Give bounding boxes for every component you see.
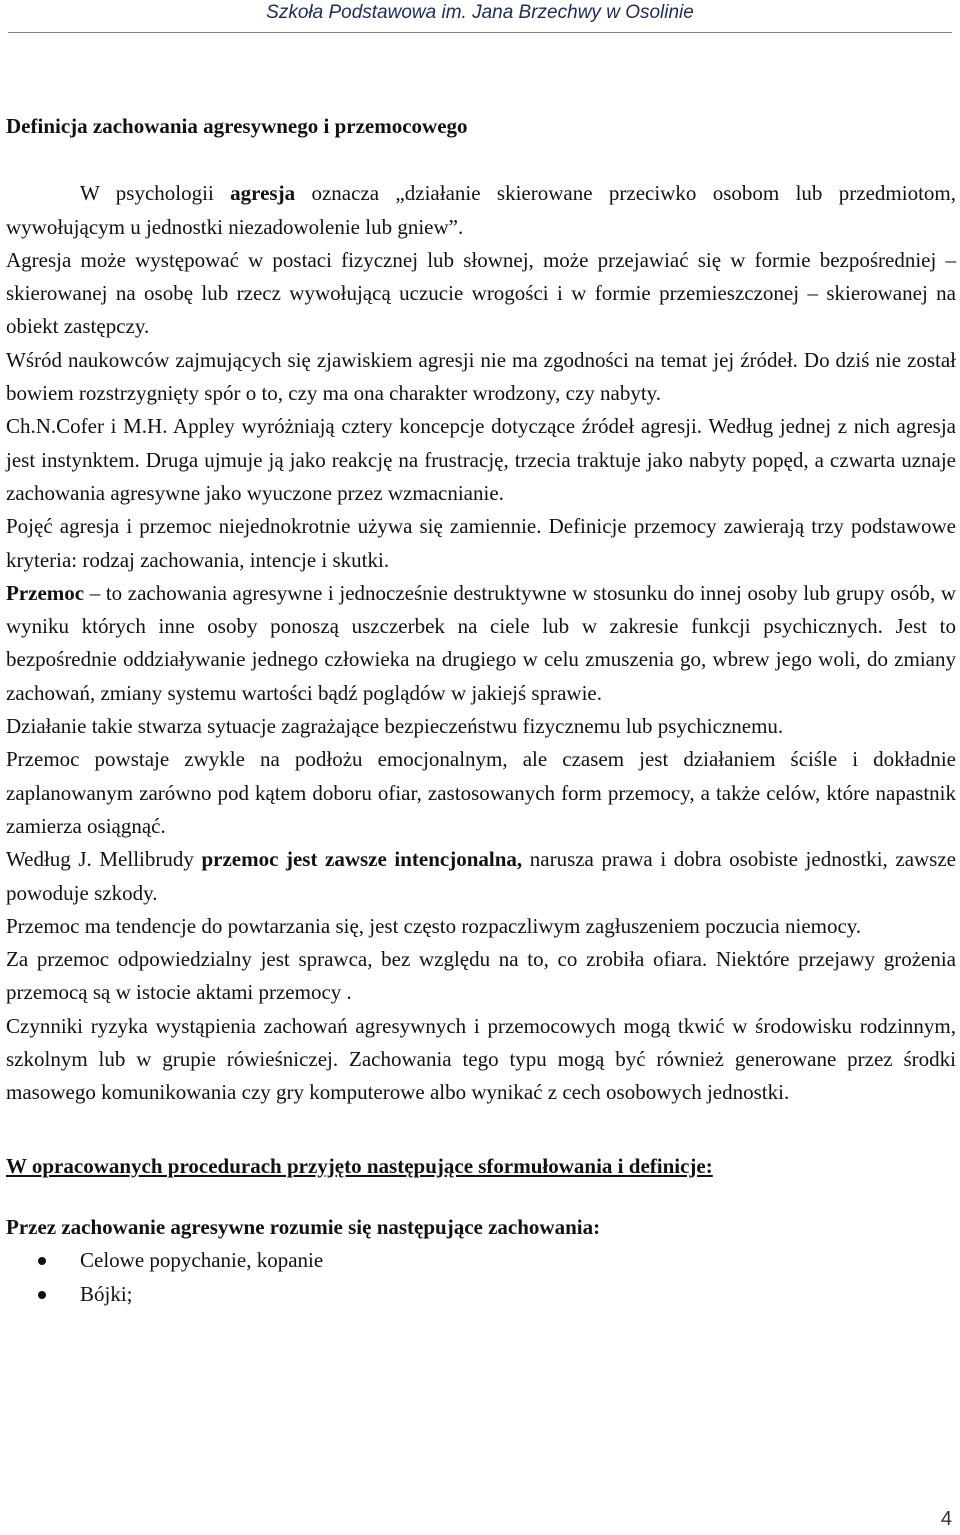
bullet-list [6, 1244, 956, 1311]
bold-term: agresja [230, 181, 296, 206]
paragraph-2: Agresja może występować w postaci fizycznej lub słownej, może przejawiać się w formie bezpośredniej – skierowanej na osobę lub rzecz wywołującą uczucie wrogości i w formie przemieszczonej – skierowanej na obiekt zastępczy. [6, 247, 956, 339]
paragraph-1 [6, 177, 956, 244]
text-run: – to zachowania agresywne i jednocześnie destruktywne w stosunku do innej osoby lub grupy osób, w wyniku których inne osoby ponoszą uszczerbek na ciele lub w zakresie funkcji psychicznych. Jest to bezpośrednie oddziaływanie jednego człowieka na drugiego w celu zmuszenia go, wbrew jego woli, do zmiany zachowań, zmiany systemu wartości bądź poglądów w jakiejś sprawie. [6, 580, 956, 705]
subheading: Przez zachowanie agresywne rozumie się następujące zachowania: [6, 1214, 601, 1239]
page-header: Szkoła Podstawowa im. Jana Brzechwy w Osolinie [266, 2, 694, 23]
text-run: narusza prawa i dobra osobiste jednostki, zawsze powoduje szkody. [6, 847, 956, 905]
paragraph-3: Wśród naukowców zajmujących się zjawiskiem agresji nie ma zgodności na temat jej źródeł. Do dziś nie został bowiem rozstrzygnięty spór o to, czy ma ona charakter wrodzony, czy nabyty. [6, 347, 956, 406]
paragraph-11: Za przemoc odpowiedzialny jest sprawca, bez względu na to, co zrobiła ofiara. Niektóre przejawy grożenia przemocą są w istocie aktami przemocy . [6, 947, 956, 1005]
spacer [6, 1110, 956, 1150]
text-run: Według J. Mellibrudy [6, 847, 202, 872]
header-divider [8, 32, 952, 33]
spacer [6, 1183, 956, 1211]
paragraph-8: Przemoc powstaje zwykle na podłożu emocjonalnym, ale czasem jest działaniem ściśle i dokładnie zaplanowanym zarówno pod kątem doboru ofiar, zastosowanych form przemocy, a także celów, które napastnik zamierza osiągnąć. [6, 747, 956, 838]
bold-term: przemoc jest zawsze intencjonalna, [201, 847, 523, 872]
paragraph-6 [6, 577, 956, 710]
paragraph-9 [6, 843, 956, 910]
section-heading: Definicja zachowania agresywnego i przemocowego [6, 114, 468, 138]
paragraph-7: Działanie takie stwarza sytuacje zagrażające bezpieczeństwu fizycznemu lub psychicznemu. [6, 714, 784, 739]
text-run: W psychologii [80, 181, 231, 206]
list-item: Celowe popychanie, kopanie [6, 1244, 956, 1277]
paragraph-5: Pojęć agresja i przemoc niejednokrotnie używa się zamiennie. Definicje przemocy zawierają trzy podstawowe kryteria: rodzaj zachowania, intencje i skutki. [6, 514, 956, 572]
document-body [6, 110, 956, 1311]
procedures-heading: W opracowanych procedurach przyjęto następujące sformułowania i definicje: [6, 1153, 713, 1178]
paragraph-4: Ch.N.Cofer i M.H. Appley wyróżniają cztery koncepcje dotyczące źródeł agresji. Według jednej z nich agresja jest instynktem. Druga ujmuje ją jako reakcję na frustrację, trzecia traktuje jako nabyty popęd, a czwarta uznaje zachowania agresywne jako wyuczone przez wzmacnianie. [6, 414, 956, 505]
paragraph-12: Czynniki ryzyka wystąpienia zachowań agresywnych i przemocowych mogą tkwić w środowisku rodzinnym, szkolnym lub w grupie rówieśniczej. Zachowania tego typu mogą być również generowane przez środki masowego komunikowania czy gry komputerowe albo wynikać z cech osobowych jednostki. [6, 1013, 956, 1105]
paragraph-10: Przemoc ma tendencje do powtarzania się, jest często rozpaczliwym zagłuszeniem poczucia niemocy. [6, 913, 862, 938]
text-run: oznacza „działanie skierowane przeciwko osobom lub przedmiotom, wywołującym u jednostki niezadowolenie lub gniew”. [6, 181, 956, 239]
page-number: 4 [940, 1508, 952, 1530]
list-item: Bójki; [6, 1278, 956, 1311]
bold-term: Przemoc [6, 580, 85, 605]
